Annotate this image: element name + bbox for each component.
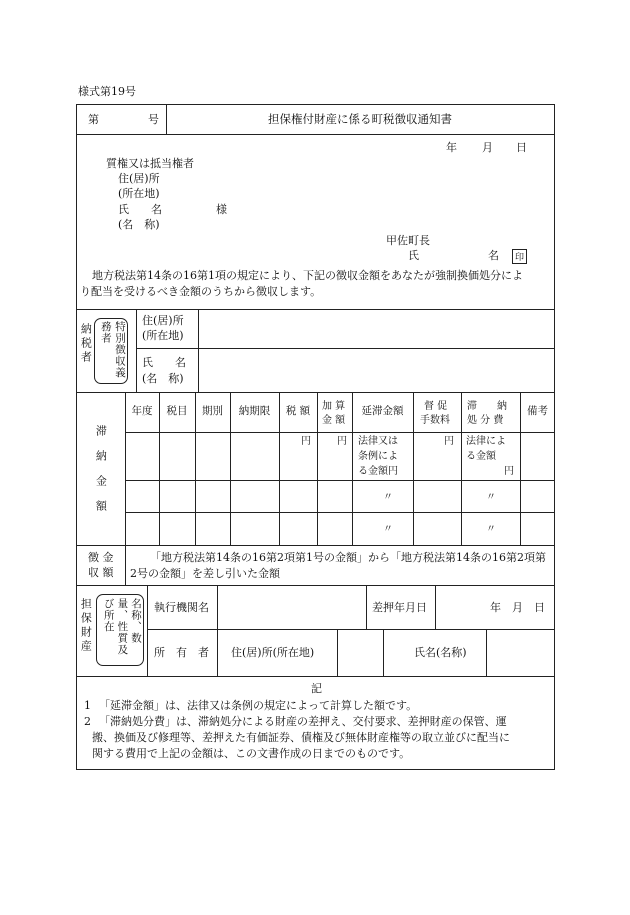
ditto-mark: 〃 <box>486 492 496 503</box>
divider <box>413 392 414 545</box>
notice-line-2: り配当を受けるべき金額のうちから徴収します。 <box>80 285 322 298</box>
addressee-name: 氏 名 <box>118 203 162 216</box>
owner-name-label: 氏名(名称) <box>414 646 467 659</box>
collection-label-2: 収 額 <box>88 566 114 579</box>
notice-line-1: 地方税法第14条の16第1項の規定により、下記の徴収金額をあなたが強制換価処分によ <box>92 269 523 282</box>
date-day: 日 <box>516 141 527 154</box>
ditto-mark: 〃 <box>486 524 496 535</box>
col-entai: 延滞金額 <box>361 405 404 418</box>
col-biko: 備考 <box>527 405 548 418</box>
divider <box>125 545 126 585</box>
divider <box>317 392 318 545</box>
header-go: 号 <box>148 113 159 126</box>
divider <box>435 585 436 629</box>
divider <box>125 512 555 513</box>
divider <box>366 585 367 629</box>
yen-fee: 円 <box>444 436 454 447</box>
divider <box>136 309 137 392</box>
divider <box>147 585 148 676</box>
collection-text-2: 2号の金額」を差し引いた金額 <box>130 567 280 580</box>
property-inner-label: 名称、数量、性質及び所在 <box>102 598 142 656</box>
col-nendo: 年度 <box>131 405 153 418</box>
col-zeimoku: 税目 <box>166 405 188 418</box>
divider <box>76 134 555 135</box>
document-title: 担保権付財産に係る町税徴収通知書 <box>268 112 452 126</box>
divider <box>125 432 555 433</box>
note-2-line-1: 「滞納処分費」は、滞納処分による財産の差押え、交付要求、差押財産の保管、運 <box>99 715 507 728</box>
issuer-title: 甲佐町長 <box>386 234 430 247</box>
note-2-line-3: 関する費用で上記の金額は、この文書作成の日までのものです。 <box>92 747 411 760</box>
col-noukigen: 納期限 <box>238 405 271 418</box>
seizure-date-value: 年 月 日 <box>490 601 545 614</box>
entai-note-2: 条例によ <box>358 451 398 462</box>
divider <box>198 309 199 392</box>
divider <box>76 309 555 310</box>
taxpayer-location: (所在地) <box>142 329 184 342</box>
shobun-note-1: 法律によ <box>466 436 506 447</box>
seizure-date-label: 差押年月日 <box>372 601 427 614</box>
col-shobunhi: 処 分 費 <box>467 415 504 426</box>
owner-label: 所 有 者 <box>154 646 209 659</box>
col-tainou: 滞 納 <box>467 401 507 412</box>
entai-note-1: 法律又は <box>358 436 398 447</box>
form-number: 様式第19号 <box>78 85 136 98</box>
addressee-sama: 様 <box>216 203 227 216</box>
divider <box>461 392 462 545</box>
divider <box>486 629 487 676</box>
col-zeigaku: 税 額 <box>285 405 311 418</box>
yen-add: 円 <box>337 436 347 447</box>
divider <box>76 545 555 546</box>
addressee-location: (所在地) <box>118 187 160 200</box>
shobun-note-2: る金額 <box>466 451 496 462</box>
collection-text-1: 「地方税法第14条の16第2項第1号の金額」から「地方税法第14条の16第2項第 <box>150 551 546 564</box>
entai-note-3: る金額円 <box>358 466 398 477</box>
date-year: 年 <box>446 141 457 154</box>
collection-label-1: 徴 金 <box>88 551 114 564</box>
ditto-mark: 〃 <box>383 492 393 503</box>
note-2-line-2: 搬、換価及び修理等、差押えた有価証券、債権及び無体財産権等の取立並びに配当に <box>92 731 510 744</box>
issuer-shi: 氏 <box>408 249 419 262</box>
owner-address-label: 住(居)所(所在地) <box>231 646 315 659</box>
agency-label: 執行機関名 <box>154 601 209 614</box>
ditto-mark: 〃 <box>383 524 393 535</box>
col-kibetsu: 期別 <box>202 405 223 418</box>
divider <box>136 348 555 349</box>
seal-mark: 印 <box>512 249 527 264</box>
divider <box>125 480 555 481</box>
divider <box>166 104 167 134</box>
col-tokusoku: 督 促 <box>424 401 448 412</box>
col-tesuryo: 手数料 <box>420 415 450 426</box>
divider <box>147 629 555 630</box>
notes-title: 記 <box>311 682 322 695</box>
taxpayer-outer-label: 納税者 <box>79 323 93 365</box>
divider <box>383 629 384 676</box>
taxpayer-address: 住(居)所 <box>142 314 184 327</box>
addressee-name2: (名 称) <box>118 218 160 231</box>
addressee-label: 質権又は抵当権者 <box>106 157 194 170</box>
taxpayer-inner-label: 特別徴収義務者 <box>99 321 126 379</box>
divider <box>337 629 338 676</box>
taxpayer-name2: (名 称) <box>142 372 184 385</box>
col-kingaku: 金 額 <box>322 415 346 426</box>
issuer-mei: 名 <box>488 249 499 262</box>
divider <box>76 676 555 677</box>
divider <box>217 585 218 676</box>
yen-tax: 円 <box>301 436 311 447</box>
delinquent-label: 滞納金額 <box>94 425 108 525</box>
header-dai: 第 <box>88 113 99 126</box>
col-kasan: 加 算 <box>322 401 346 412</box>
note-1: 「延滞金額」は、法律又は条例の規定によって計算した額です。 <box>99 699 418 712</box>
date-month: 月 <box>482 141 493 154</box>
addressee-address: 住(居)所 <box>118 172 160 185</box>
property-outer-label: 担保財産 <box>79 598 93 654</box>
note-2-number: 2 <box>84 715 91 728</box>
taxpayer-name: 氏 名 <box>142 356 186 369</box>
shobun-note-3: 円 <box>504 466 514 477</box>
note-1-number: 1 <box>84 699 91 712</box>
